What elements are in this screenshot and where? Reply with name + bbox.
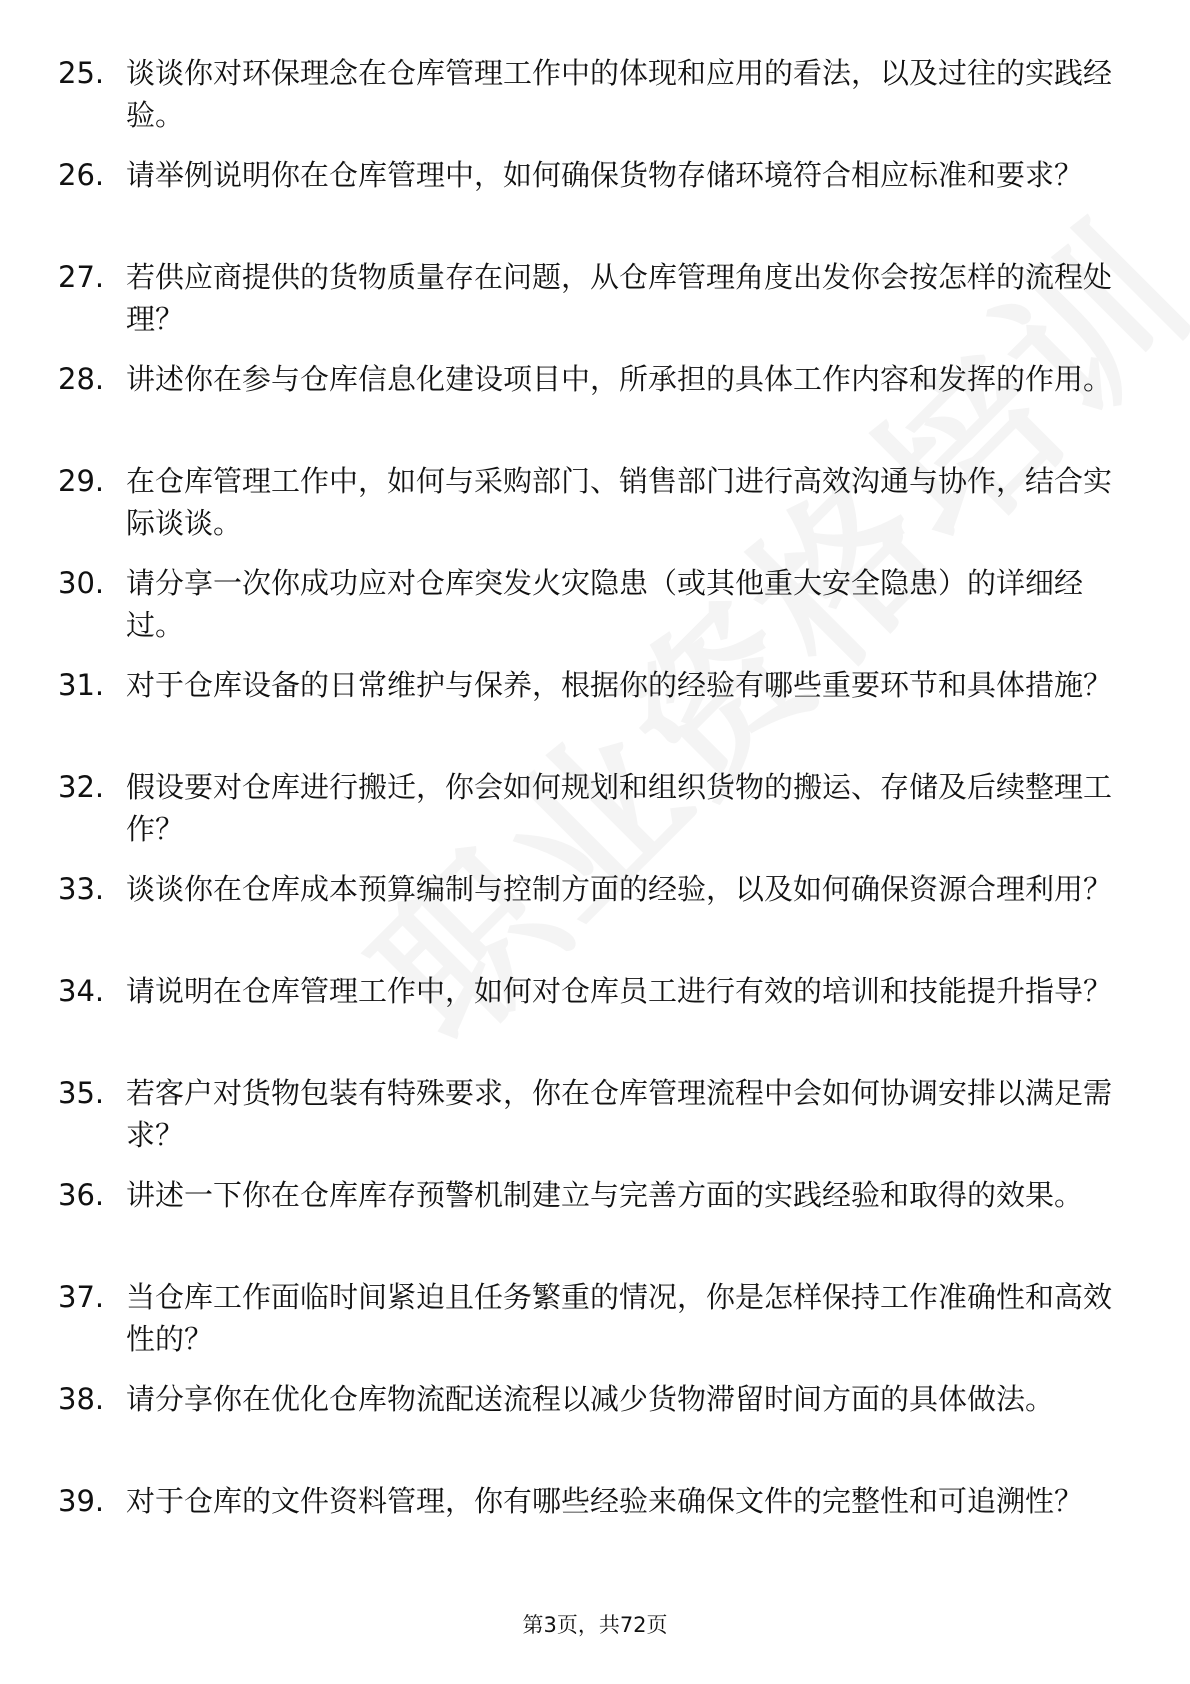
question-text: 对于仓库的文件资料管理，你有哪些经验来确保文件的完整性和可追溯性？ [126,1484,1084,1518]
list-item [58,1072,1118,1156]
question-number: 35. [58,1076,105,1110]
question-text: 假设要对仓库进行搬迁，你会如何规划和组织货物的搬运、存储及后续整理工作？ [126,770,1113,846]
question-text: 谈谈你在仓库成本预算编制与控制方面的经验，以及如何确保资源合理利用？ [126,872,1113,906]
list-item [58,1378,1118,1462]
question-text: 请分享一次你成功应对仓库突发火灾隐患（或其他重大安全隐患）的详细经过。 [126,566,1084,642]
list-item [58,358,1118,442]
question-number: 28. [58,362,105,396]
question-text: 请举例说明你在仓库管理中，如何确保货物存储环境符合相应标准和要求？ [126,158,1084,192]
question-number: 36. [58,1178,105,1212]
question-number: 26. [58,158,105,192]
question-text: 若供应商提供的货物质量存在问题，从仓库管理角度出发你会按怎样的流程处理？ [126,260,1113,336]
list-item [58,664,1118,748]
question-text: 讲述你在参与仓库信息化建设项目中，所承担的具体工作内容和发挥的作用。 [126,362,1113,396]
question-text: 对于仓库设备的日常维护与保养，根据你的经验有哪些重要环节和具体措施？ [126,668,1113,702]
question-text: 讲述一下你在仓库库存预警机制建立与完善方面的实践经验和取得的效果。 [126,1178,1084,1212]
question-text: 在仓库管理工作中，如何与采购部门、销售部门进行高效沟通与协作，结合实际谈谈。 [126,464,1113,540]
question-number: 27. [58,260,105,294]
list-item [58,868,1118,952]
list-item [58,1276,1118,1360]
question-text: 当仓库工作面临时间紧迫且任务繁重的情况，你是怎样保持工作准确性和高效性的？ [126,1280,1113,1356]
list-item [58,970,1118,1054]
list-item [58,1480,1118,1564]
question-number: 31. [58,668,105,702]
question-number: 25. [58,56,105,90]
question-text: 请说明在仓库管理工作中，如何对仓库员工进行有效的培训和技能提升指导？ [126,974,1113,1008]
question-number: 38. [58,1382,105,1416]
question-list [58,52,1118,1582]
list-item [58,562,1118,646]
question-number: 32. [58,770,105,804]
question-number: 29. [58,464,105,498]
page-footer: 第3页，共72页 [522,1613,668,1637]
question-number: 37. [58,1280,105,1314]
question-text: 若客户对货物包装有特殊要求，你在仓库管理流程中会如何协调安排以满足需求？ [126,1076,1113,1152]
question-text: 谈谈你对环保理念在仓库管理工作中的体现和应用的看法，以及过往的实践经验。 [126,56,1113,132]
list-item [58,1174,1118,1258]
question-number: 33. [58,872,105,906]
list-item [58,766,1118,850]
list-item [58,52,1118,136]
question-number: 30. [58,566,105,600]
question-number: 34. [58,974,105,1008]
question-text: 请分享你在优化仓库物流配送流程以减少货物滞留时间方面的具体做法。 [126,1382,1055,1416]
list-item [58,256,1118,340]
list-item [58,154,1118,238]
list-item [58,460,1118,544]
question-number: 39. [58,1484,105,1518]
